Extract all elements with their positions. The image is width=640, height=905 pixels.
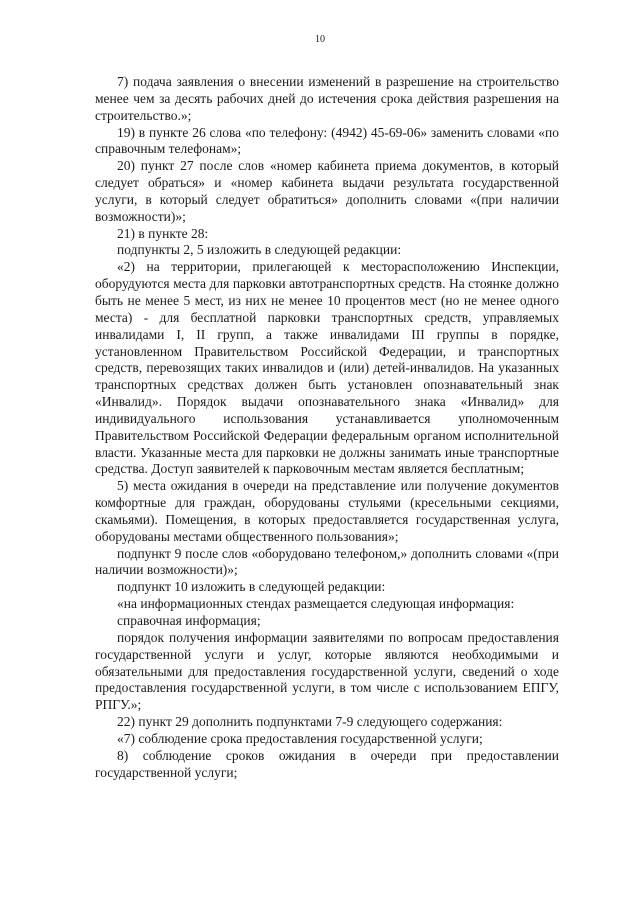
paragraph-subitem-8: 8) соблюдение сроков ожидания в очереди при предоставлении государственной услуги; — [95, 747, 559, 780]
paragraph-7-item: 7) подача заявления о внесении изменений в разрешение на строительство менее чем за десять рабочих дней до истечения срока действия разрешения на строительство.»; — [95, 74, 559, 123]
page-number: 10 — [315, 34, 325, 45]
paragraph-subitem-7: «7) соблюдение срока предоставления государственной услуги; — [117, 730, 483, 746]
document-body — [95, 74, 559, 781]
paragraph-subitem-9: подпункт 9 после слов «оборудовано телефоном,» дополнить словами «(при наличии возможности)»; — [95, 545, 559, 578]
paragraph-waiting-places: 5) места ожидания в очереди на представление или получение документов комфортные для граждан, оборудованы стульями (кресельными секциями, скамьями). Помещения, в которых предоставляется государственная услуга, оборудованы местами общественного пользования»; — [95, 478, 559, 544]
paragraph-item-21: 21) в пункте 28: — [117, 225, 209, 241]
paragraph-parking: «2) на территории, прилегающей к месторасположению Инспекции, оборудуются места для парковки автотранспортных средств. На стоянке должно быть не менее 5 мест, из них не менее 10 процентов мест (но не менее одного места) - для бесплатной парковки транспортных средств, управляемых инвалидами I, II групп, а также инвалидами III группы в порядке, установленном Правительством Российской Федерации, и транспортных средств, перевозящих таких инвалидов и (или) детей-инвалидов. На указанных транспортных средствах должен быть установлен опознавательный знак «Инвалид». Порядок выдачи опознавательного знака «Инвалид» для индивидуального использования устанавливается уполномоченным Правительством Российской Федерации федеральным органом исполнительной власти. Указанные места для парковки не должны занимать иные транспортные средства. Доступ заявителей к парковочным местам является бесплатным; — [95, 259, 559, 477]
paragraph-item-19: 19) в пункте 26 слова «по телефону: (4942) 45-69-06» заменить словами «по справочным телефонам»; — [95, 124, 559, 157]
paragraph-info-stands: «на информационных стендах размещается следующая информация: — [117, 596, 515, 612]
paragraph-subitem-10: подпункт 10 изложить в следующей редакции: — [117, 579, 386, 595]
paragraph-reference-info: справочная информация; — [117, 613, 261, 628]
paragraph-item-22: 22) пункт 29 дополнить подпунктами 7-9 следующего содержания: — [117, 714, 503, 730]
paragraph-item-20: 20) пункт 27 после слов «номер кабинета приема документов, в который следует обраться» и «номер кабинета выдачи результата государственной услуги, в который следует обратиться» дополнить словами «(при наличии возможности)»; — [95, 158, 559, 224]
paragraph-info-procedure: порядок получения информации заявителями по вопросам предоставления государственной услуги и услуг, которые являются необходимыми и обязательными для предоставления государственной услуги, сведений о ходе предоставления государственной услуги, в том числе с использованием ЕПГУ, РПГУ.»; — [95, 629, 559, 713]
paragraph-subitems-2-5: подпункты 2, 5 изложить в следующей редакции: — [117, 242, 402, 258]
